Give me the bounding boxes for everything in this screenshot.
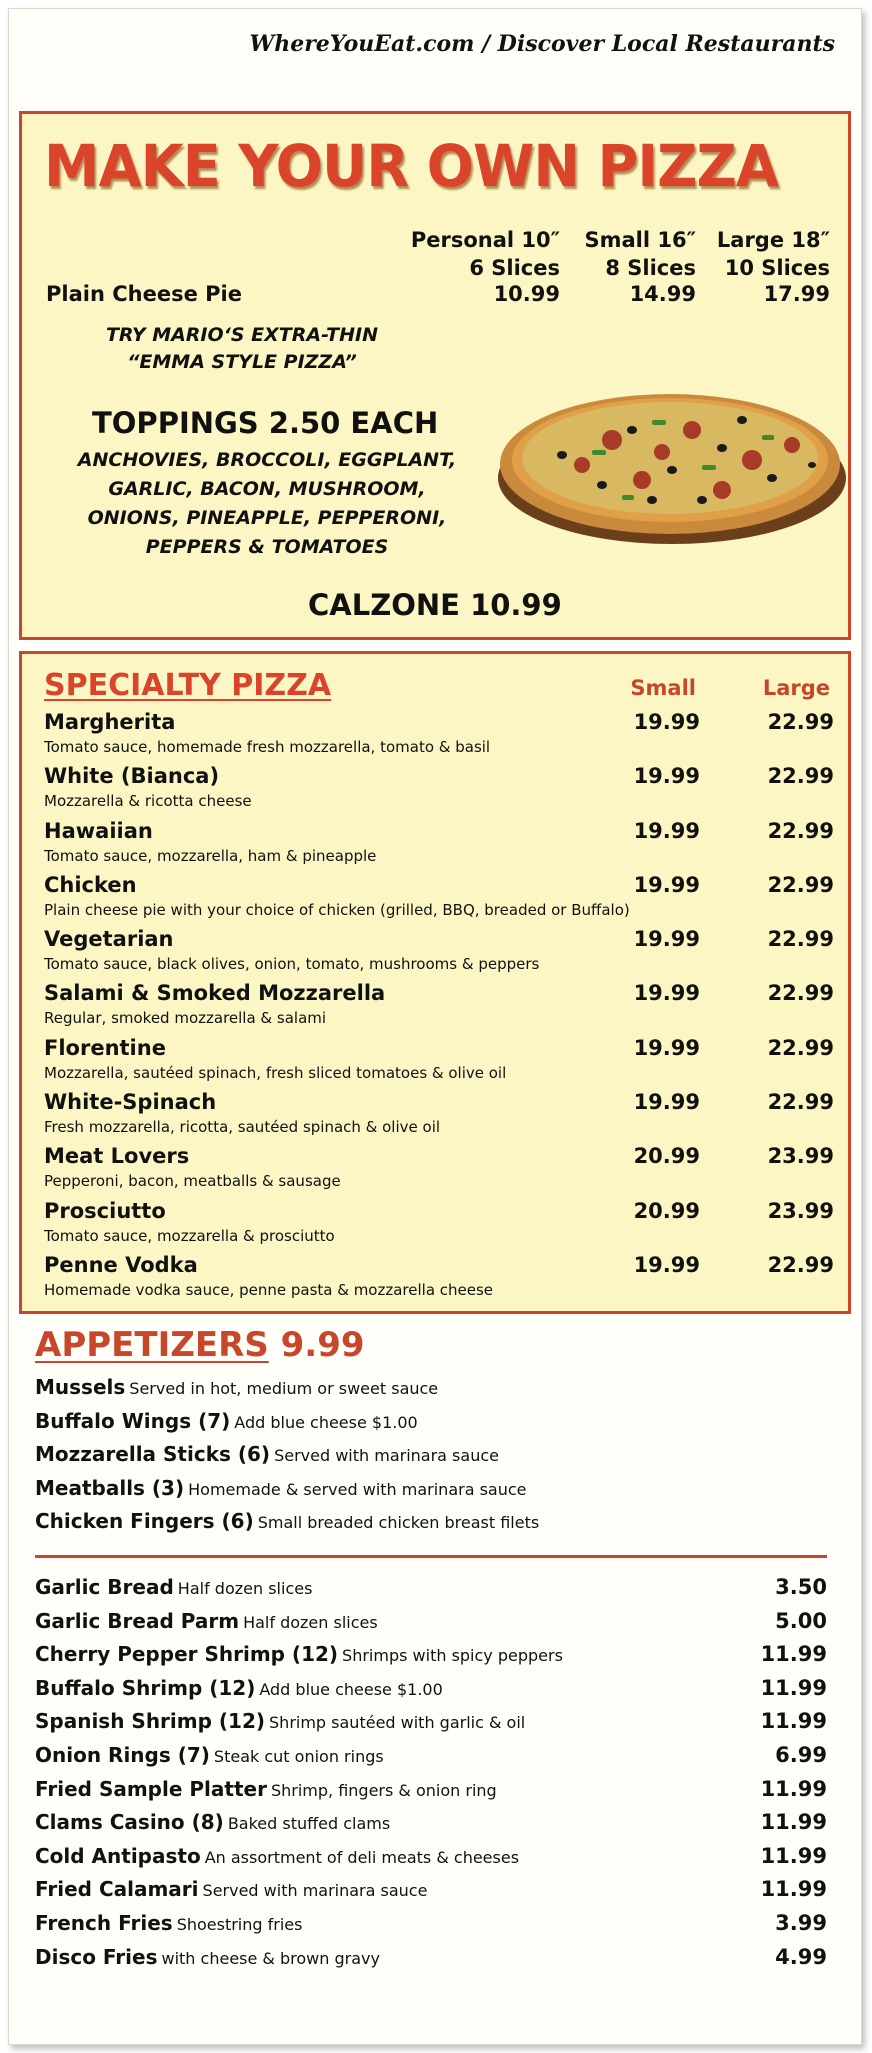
appetizer-desc: Served in hot, medium or sweet sauce (129, 1379, 439, 1398)
side-price: 11.99 (760, 1709, 827, 1734)
size-large-header (717, 226, 830, 282)
make-your-own-title: MAKE YOUR OWN PIZZA (44, 132, 779, 200)
side-item (35, 1642, 827, 1676)
specialty-item-desc: Tomato sauce, black olives, onion, tomato, mushrooms & peppers (44, 955, 540, 974)
specialty-item-desc: Plain cheese pie with your choice of chicken (grilled, BBQ, breaded or Buffalo) (44, 900, 630, 919)
specialty-pizza-panel (19, 651, 851, 1314)
specialty-item-small-price: 19.99 (633, 1090, 700, 1115)
specialty-item-name: Vegetarian (44, 927, 174, 952)
specialty-item-large-price: 22.99 (767, 1090, 834, 1115)
appetizers-title-text: APPETIZERS (35, 1325, 269, 1365)
toppings-line: ANCHOVIES, BROCCOLI, EGGPLANT, (77, 449, 457, 471)
specialty-item-desc: Homemade vodka sauce, penne pasta & mozzarella cheese (44, 1280, 494, 1299)
side-name: Clams Casino (8) (35, 1810, 224, 1835)
side-item (35, 1810, 827, 1844)
specialty-item-small-price: 19.99 (633, 710, 700, 734)
specialty-item-small-price: 19.99 (633, 927, 700, 952)
specialty-item-large-price: 22.99 (767, 981, 834, 1006)
specialty-item-name: Meat Lovers (44, 1144, 190, 1169)
toppings-title: TOPPINGS 2.50 EACH (92, 406, 439, 440)
specialty-item-large-price: 22.99 (767, 872, 834, 897)
toppings-line: GARLIC, BACON, MUSHROOM, (108, 478, 426, 500)
side-item (35, 1743, 827, 1777)
promo-line: TRY MARIO‘S EXTRA-THIN (105, 324, 379, 346)
appetizer-desc: Served with marinara sauce (274, 1446, 499, 1465)
site-header: WhereYouEat.com / Discover Local Restaurants (249, 31, 835, 57)
appetizer-item (35, 1409, 835, 1443)
side-name: Buffalo Shrimp (12) (35, 1675, 256, 1700)
specialty-item-name: Penne Vodka (44, 1252, 198, 1277)
side-name: Fried Calamari (35, 1877, 199, 1902)
side-item (35, 1877, 827, 1911)
side-item (35, 1945, 827, 1979)
side-desc: Steak cut onion rings (213, 1746, 384, 1766)
side-desc: An assortment of deli meats & cheeses (204, 1847, 520, 1867)
specialty-item-small-price: 19.99 (633, 764, 700, 789)
toppings-line: ONIONS, PINEAPPLE, PEPPERONI, (87, 507, 447, 529)
specialty-item-large-price: 23.99 (767, 1198, 834, 1223)
specialty-item (44, 1090, 834, 1144)
specialty-item-name: Margherita (44, 710, 176, 734)
specialty-item (44, 981, 834, 1035)
side-name: Disco Fries (35, 1944, 158, 1969)
side-price: 11.99 (760, 1642, 827, 1667)
side-name: Garlic Bread Parm (35, 1608, 240, 1633)
col-small-header: Small (630, 676, 696, 700)
specialty-item-small-price: 20.99 (633, 1144, 700, 1169)
specialty-item-desc: Mozzarella & ricotta cheese (44, 792, 252, 811)
specialty-item-large-price: 22.99 (767, 710, 834, 734)
section-divider (35, 1555, 827, 1558)
specialty-item-large-price: 22.99 (767, 1035, 834, 1060)
side-price: 5.00 (775, 1608, 827, 1633)
specialty-item-name: Chicken (44, 872, 137, 897)
appetizer-item (35, 1375, 835, 1409)
promo-line: “EMMA STYLE PIZZA” (127, 351, 357, 373)
appetizer-name: Mozzarella Sticks (6) (35, 1442, 271, 1466)
specialty-list (44, 710, 834, 1307)
side-item (35, 1709, 827, 1743)
specialty-item (44, 819, 834, 873)
specialty-item-small-price: 19.99 (633, 818, 700, 843)
specialty-title: SPECIALTY PIZZA (44, 668, 332, 703)
make-your-own-panel (19, 111, 851, 640)
specialty-item-small-price: 19.99 (633, 872, 700, 897)
side-price: 3.99 (775, 1910, 827, 1935)
side-price: 4.99 (775, 1944, 827, 1969)
size-personal-header (411, 226, 560, 282)
specialty-item-desc: Tomato sauce, mozzarella & prosciutto (44, 1226, 335, 1245)
appetizer-name: Buffalo Wings (7) (35, 1408, 231, 1433)
toppings-line: PEPPERS & TOMATOES (145, 536, 389, 558)
specialty-item (44, 1199, 834, 1253)
specialty-item (44, 927, 834, 981)
side-name: French Fries (35, 1910, 173, 1935)
appetizer-item (35, 1476, 835, 1510)
appetizer-desc: Homemade & served with marinara sauce (188, 1479, 527, 1499)
plain-cheese-label: Plain Cheese Pie (46, 282, 242, 306)
promo-text (72, 322, 412, 376)
side-item (35, 1575, 827, 1609)
side-price: 11.99 (760, 1810, 827, 1835)
side-desc: Baked stuffed clams (227, 1814, 391, 1834)
specialty-item-small-price: 20.99 (633, 1198, 700, 1223)
side-desc: Shrimps with spicy peppers (342, 1646, 563, 1666)
specialty-item-large-price: 22.99 (767, 764, 834, 789)
specialty-item-large-price: 22.99 (767, 818, 834, 843)
appetizer-item (35, 1442, 835, 1476)
sides-list (35, 1575, 827, 1978)
appetizers-title-price: 9.99 (280, 1325, 365, 1365)
plain-price-personal: 10.99 (493, 282, 560, 306)
side-name: Garlic Bread (35, 1575, 174, 1599)
appetizer-desc: Small breaded chicken breast filets (257, 1513, 540, 1532)
side-item (35, 1777, 827, 1811)
specialty-item (44, 764, 834, 818)
side-desc: Half dozen slices (243, 1612, 378, 1632)
side-item (35, 1911, 827, 1945)
side-name: Spanish Shrimp (12) (35, 1709, 266, 1734)
side-desc: Add blue cheese $1.00 (259, 1679, 443, 1699)
specialty-item (44, 1144, 834, 1198)
specialty-item-small-price: 19.99 (633, 1035, 700, 1060)
side-desc: Shrimp sautéed with garlic & oil (269, 1713, 526, 1733)
col-large-header: Large (762, 676, 830, 700)
specialty-item-name: Hawaiian (44, 818, 153, 843)
appetizer-name: Chicken Fingers (6) (35, 1509, 254, 1533)
pizza-image (492, 360, 848, 552)
specialty-item-name: White-Spinach (44, 1090, 217, 1115)
side-item (35, 1676, 827, 1710)
specialty-item-large-price: 23.99 (767, 1144, 834, 1169)
specialty-item-desc: Tomato sauce, homemade fresh mozzarella, tomato & basil (44, 738, 491, 756)
appetizer-name: Mussels (35, 1375, 126, 1399)
side-price: 11.99 (760, 1877, 827, 1902)
side-price: 3.50 (775, 1575, 827, 1599)
specialty-item (44, 710, 834, 764)
side-desc: Half dozen slices (177, 1579, 313, 1598)
side-name: Onion Rings (7) (35, 1742, 210, 1767)
size-slices: 8 Slices (605, 256, 696, 280)
side-desc: Shoestring fries (176, 1914, 303, 1934)
specialty-item-large-price: 22.99 (767, 1252, 834, 1277)
appetizers-list (35, 1375, 835, 1543)
side-name: Cherry Pepper Shrimp (12) (35, 1642, 339, 1667)
side-price: 6.99 (775, 1742, 827, 1767)
side-name: Cold Antipasto (35, 1843, 201, 1868)
specialty-item-desc: Fresh mozzarella, ricotta, sautéed spinach & olive oil (44, 1118, 441, 1137)
plain-price-small: 14.99 (629, 282, 696, 306)
side-name: Fried Sample Platter (35, 1776, 267, 1801)
size-slices: 6 Slices (469, 256, 560, 280)
toppings-list (52, 446, 482, 562)
plain-price-large: 17.99 (763, 282, 830, 306)
side-desc: with cheese & brown gravy (161, 1948, 380, 1968)
side-price: 11.99 (760, 1843, 827, 1868)
appetizer-desc: Add blue cheese $1.00 (234, 1412, 418, 1432)
specialty-item (44, 1036, 834, 1090)
specialty-item (44, 873, 834, 927)
size-small-header (585, 226, 697, 282)
appetizer-name: Meatballs (3) (35, 1475, 185, 1500)
specialty-item-desc: Pepperoni, bacon, meatballs & sausage (44, 1172, 341, 1191)
size-name: Personal 10″ (410, 228, 560, 252)
side-desc: Shrimp, fingers & onion ring (270, 1780, 497, 1800)
specialty-item-name: Prosciutto (44, 1198, 166, 1223)
specialty-item (44, 1253, 834, 1307)
size-name: Large 18″ (716, 228, 830, 252)
calzone-price: CALZONE 10.99 (308, 588, 562, 622)
specialty-item-name: White (Bianca) (44, 764, 220, 789)
side-item (35, 1609, 827, 1643)
specialty-item-small-price: 19.99 (633, 981, 700, 1006)
specialty-item-name: Salami & Smoked Mozzarella (44, 981, 386, 1006)
size-slices: 10 Slices (724, 256, 830, 280)
specialty-item-large-price: 22.99 (767, 927, 834, 952)
side-item (35, 1844, 827, 1878)
side-price: 11.99 (760, 1675, 827, 1700)
specialty-item-small-price: 19.99 (633, 1252, 700, 1277)
specialty-item-name: Florentine (44, 1035, 166, 1060)
menu-page (8, 8, 862, 2045)
specialty-item-desc: Regular, smoked mozzarella & salami (44, 1009, 327, 1028)
appetizer-item (35, 1509, 835, 1543)
side-price: 11.99 (760, 1776, 827, 1801)
size-name: Small 16″ (584, 228, 696, 252)
side-desc: Served with marinara sauce (202, 1881, 428, 1901)
specialty-item-desc: Tomato sauce, mozzarella, ham & pineapple (44, 846, 377, 865)
appetizers-title (35, 1325, 365, 1365)
specialty-item-desc: Mozzarella, sautéed spinach, fresh sliced tomatoes & olive oil (44, 1063, 507, 1082)
